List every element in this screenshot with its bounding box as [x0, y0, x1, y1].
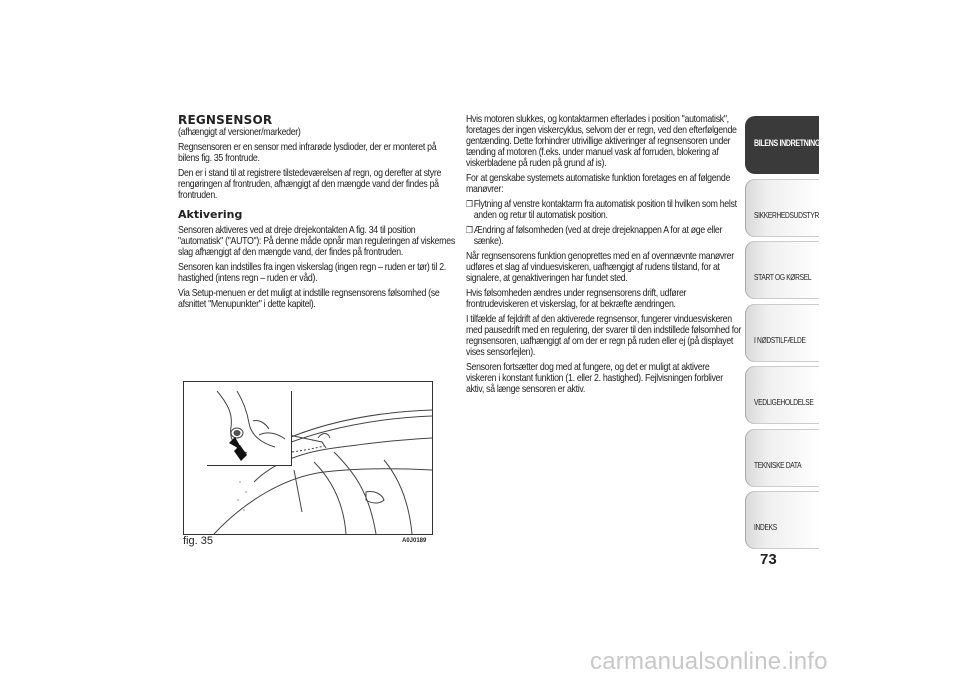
body-paragraph: Hvis motoren slukkes, og kontaktarmen efterlades i position "automatisk", foretages der ingen viskercyklus, selvom der er regn, ved den efterfølgende gentænding. Dette forhindrer utrivillige aktiveringer af regnsensoren under tænding af motoren (f.eks. under manuel vask af forruden, blokering af viskerbladene på ruden på grund af is). [466, 114, 737, 169]
figure-code: A0J0189 [402, 538, 427, 544]
right-column [466, 114, 742, 399]
activation-paragraph: Via Setup-menuen er det muligt at indstille regnsensorens følsomhed (se afsnittet "Menupunkter" i dette kapitel). [178, 288, 440, 310]
tab-tekniske-data[interactable] [745, 429, 819, 487]
activation-heading: Aktivering [178, 208, 243, 221]
checkbox-bullet-icon: ❒ [466, 199, 473, 209]
checkbox-bullet-icon: ❒ [466, 225, 473, 235]
body-paragraph: Hvis følsomheden ændres under regnsensorens drift, udfører frontrudeviskeren et viskerslag, for at bekræfte ændringen. [466, 288, 687, 310]
bullet-text: Flytning af venstre kontaktarm fra automatisk position til hvilken som helst anden og retur til automatisk position. [473, 199, 737, 221]
body-paragraph: I tilfælde af fejldrift af den aktiverede regnsensor, fungerer vinduesviskeren med pausedrift med en regulering, der svarer til den indstillede følsomhed for regnsensoren, uafhængigt af om der er regn på ruden eller ej (på displayet vises sensorfejlen). [466, 314, 742, 358]
activation-paragraph: Sensoren kan indstilles fra ingen viskerslag (ingen regn – ruden er tør) til 2. hastighed (intens regn – ruden er våd). [178, 262, 446, 284]
intro-paragraph: Regnsensoren er en sensor med infrarøde lysdioder, der er monteret på bilens fig. 35 frontrude. [178, 142, 437, 164]
tab-i-nodstilfaelde[interactable] [745, 304, 819, 362]
section-subtitle: (afhængigt af versioner/markeder) [178, 127, 301, 138]
tab-indeks[interactable] [745, 491, 819, 549]
page-number: 73 [760, 551, 777, 568]
tab-start-og-korsel[interactable] [745, 241, 819, 299]
body-paragraph: Når regnsensorens funktion genoprettes med en af ovennævnte manøvrer udføres et slag af vinduesviskeren, uafhængigt af rudens tilstand, for at signalere, at genaktiveringen har fundet sted. [466, 251, 734, 284]
tab-label: SIKKERHEDSUDSTYR [754, 209, 820, 220]
tab-bilens-indretning[interactable] [745, 116, 819, 174]
tab-label: BILENS INDRETNING [754, 138, 821, 148]
bullet-item [466, 225, 741, 247]
intro-paragraph: Den er i stand til at registrere tilstedeværelsen af regn, og derefter at styre rengøringen af frontruden, afhængigt af den mængde vand der findes på frontruden. [178, 168, 442, 201]
bullet-item [466, 199, 741, 221]
tab-vedligeholdelse[interactable] [745, 366, 819, 424]
tab-label: I NØDSTILFÆLDE [754, 334, 806, 345]
activation-paragraph: Sensoren aktiveres ved at dreje drejekontakten A fig. 34 til position "automatisk" ("AUTO"): På denne måde opnår man reguleringen af viskernes slag afhængigt af den mængde vand, der findes på frontruden. [178, 225, 455, 258]
tab-label: INDEKS [754, 522, 777, 532]
tab-sikkerhedsudstyr[interactable] [745, 179, 819, 237]
tab-label: START OG KØRSEL [754, 272, 812, 282]
figure-caption: fig. 35 [183, 535, 213, 547]
chapter-tabs [745, 116, 819, 554]
watermark: carmanualsonline.info [590, 648, 828, 675]
bullet-text: Ændring af følsomheden (ved at dreje drejeknappen A for at øge eller sænke). [473, 225, 723, 247]
left-column [178, 114, 458, 314]
body-paragraph: For at genskabe systemets automatiske funktion foretages en af følgende manøvrer: [466, 173, 731, 195]
tab-label: VEDLIGEHOLDELSE [754, 397, 814, 407]
sensor-closeup-illustration [207, 391, 291, 465]
tab-label: TEKNISKE DATA [754, 459, 802, 470]
body-paragraph: Sensoren fortsætter dog med at fungere, og det er muligt at aktivere viskeren i konstant funktion (1. eller 2. hastighed). Fejlvisningen forbliver aktiv, så længe sensoren er aktiv. [466, 362, 723, 395]
section-heading: REGNSENSOR [178, 113, 273, 127]
sensor-detail-inset [207, 391, 292, 466]
